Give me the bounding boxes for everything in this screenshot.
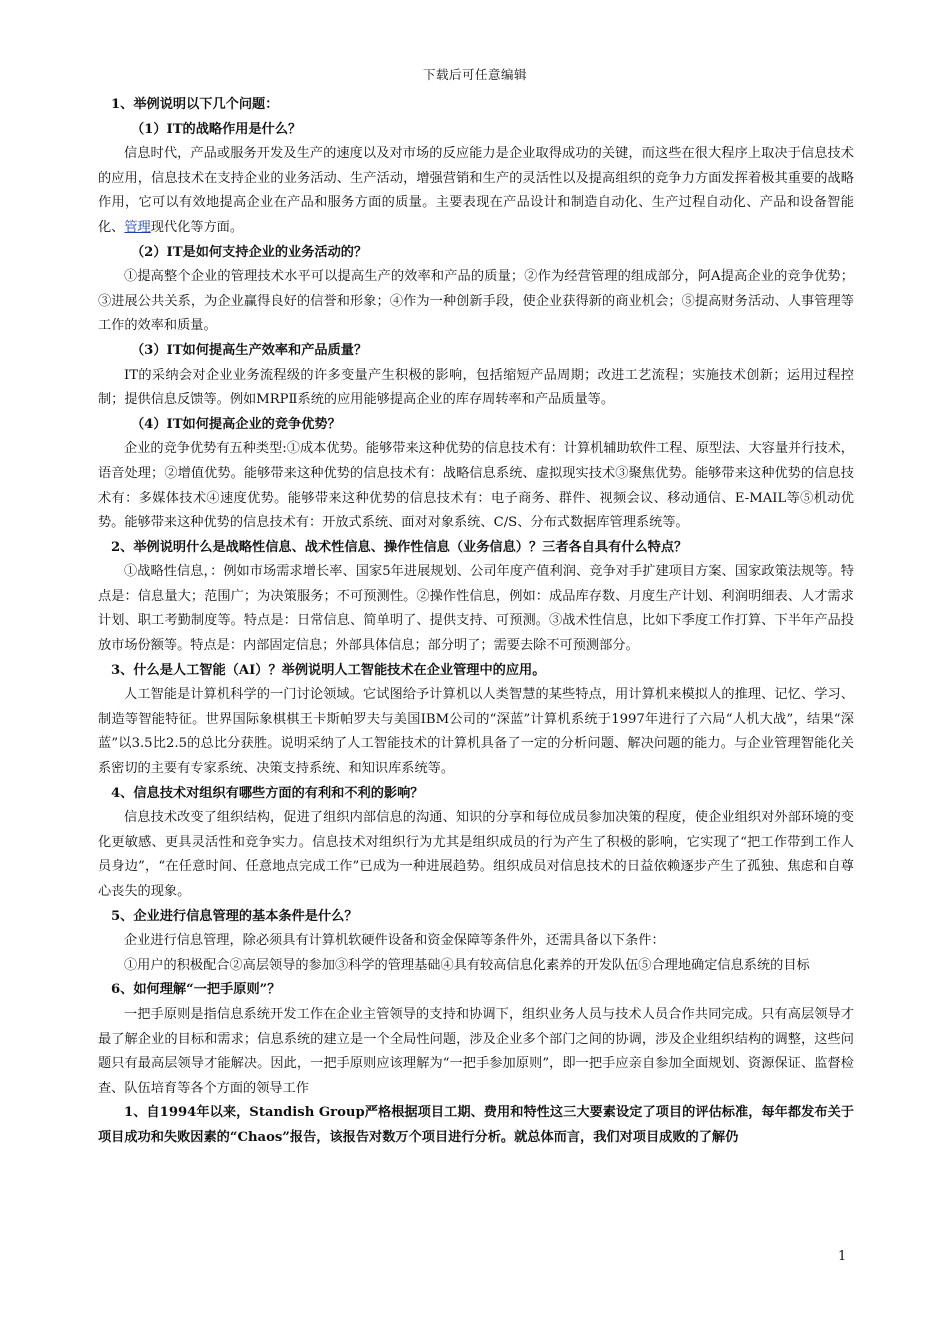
answer-paragraph: ①战略性信息，：例如市场需求增长率、国家5年进展规划、公司年度产值利润、竞争对手扩建项目方案、国家政策法规等。特点是：信息量大；范围广；为决策服务；不可预测性。②操作性信息，例如：成品库存数、月度生产计划、利润明细表、人才需求计划、职工考勤制度等。特点是：日常信息、简单明了、提供支持、可预测。③战术性信息，比如下季度工作打算、下半年产品投放市场份额等。特点是：内部固定信息；外部具体信息；部分明了；需要去除不可预测部分。 xyxy=(98,564,854,654)
sub-question-heading: （1）IT的战略作用是什么？ xyxy=(131,121,302,137)
question-heading: 6、如何理解“一把手原则”？ xyxy=(111,982,281,998)
sub-question-heading: （2）IT是如何支持企业的业务活动的？ xyxy=(131,244,368,260)
question-heading: 5、企业进行信息管理的基本条件是什么？ xyxy=(111,908,358,924)
question-heading: 4、信息技术对组织有哪些方面的有利和不利的影响？ xyxy=(111,785,424,801)
answer-paragraph: ①提高整个企业的管理技术水平可以提高生产的效率和产品的质量；②作为经营管理的组成部分，阿A提高企业的竞争优势；③进展公共关系，为企业赢得良好的信誉和形象；④作为一种创新手段，使企业获得新的商业机会；⑤提高财务活动、人事管理等工作的效率和质量。 xyxy=(98,269,854,334)
page-header: 下载后可任意编辑 xyxy=(422,67,527,82)
sub-question-heading: （3）IT如何提高生产效率和产品质量？ xyxy=(131,342,368,358)
answer-paragraph: 信息技术改变了组织结构，促进了组织内部信息的沟通、知识的分享和每位成员参加决策的程度，使企业组织对外部环境的变化更敏感、更具灵活性和竞争实力。信息技术对组织行为尤其是组织成员的行为产生了积极的影响，它实现了“把工作带到工作人员身边”，“在任意时间、任意地点完成工作”已成为一种进展趋势。组织成员对信息技术的日益依赖逐步产生了孤独、焦虑和自尊心丧失的现象。 xyxy=(98,810,854,899)
question-heading: 2、举例说明什么是战略性信息、战术性信息、操作性信息（业务信息）？三者各自具有什么特点？ xyxy=(111,539,688,555)
answer-paragraph: 企业的竞争优势有五种类型:①成本优势。能够带来这种优势的信息技术有：计算机辅助软件工程、原型法、大容量并行技术，语音处理；②增值优势。能够带来这种优势的信息技术有：战略信息系统、虚拟现实技术③聚焦优势。能够带来这种优势的信息技术有：多媒体技术④速度优势。能够带来这种优势的信息技术有：电子商务、群件、视频会议、移动通信、E-MAIL等⑤机动优势。能够带来这种优势的信息技术有：开放式系统、面对对象系统、C/S、分布式数据库管理系统等。 xyxy=(98,441,854,531)
page-number: 1 xyxy=(838,1249,847,1264)
question-heading: 3、什么是人工智能（AI）？举例说明人工智能技术在企业管理中的应用。 xyxy=(111,662,546,678)
answer-paragraph: 企业进行信息管理，除必须具有计算机软硬件设备和资金保障等条件外，还需具备以下条件： xyxy=(124,933,665,949)
bold-paragraph: 1、自1994年以来，Standish Group严格根据项目工期、费用和特性这三大要素设定了项目的评估标准，每年都发布关于项目成功和失败因素的“Chaos”报告，该报告对数万个项目进行分析。就总体而言，我们对项目成败的了解仍 xyxy=(98,1105,854,1145)
answer-text: 信息时代，产品或服务开发及生产的速度以及对市场的反应能力是企业取得成功的关键，而这些在很大程序上取决于信息技术的应用，信息技术在支持企业的业务活动、生产活动，增强营销和生产的灵活性以及提高组织的竞争力方面发挥着极其重要的战略作用，它可以有效地提高企业在产品和服务方面的质量。主要表现在产品设计和制造自动化、生产过程自动化、产品和设备智能化、 xyxy=(98,146,854,235)
answer-paragraph: 人工智能是计算机科学的一门讨论领域。它试图给予计算机以人类智慧的某些特点，用计算机来模拟人的推理、记忆、学习、制造等智能特征。世界国际象棋棋王卡斯帕罗夫与美国IBM公司的“深蓝”计算机系统于1997年进行了六局“人机大战”，结果“深蓝”以3.5比2.5的总比分获胜。说明采纳了人工智能技术的计算机具备了一定的分析问题、解决问题的能力。与企业管理智能化关系密切的主要有专家系统、决策支持系统、和知识库系统等。 xyxy=(98,687,854,777)
answer-paragraph xyxy=(98,142,854,240)
answer-paragraph: ①用户的积极配合②高层领导的参加③科学的管理基础④具有较高信息化素养的开发队伍⑤合理地确定信息系统的目标 xyxy=(124,957,810,973)
answer-paragraph: IT的采纳会对企业业务流程级的许多变量产生积极的影响，包括缩短产品周期；改进工艺流程；实施技术创新；运用过程控制；提供信息反馈等。例如MRPⅡ系统的应用能够提高企业的库存周转率和产品质量等。 xyxy=(98,367,854,408)
document-body xyxy=(98,93,854,1151)
question-heading: 1、举例说明以下几个问题： xyxy=(111,97,279,112)
answer-paragraph: 一把手原则是指信息系统开发工作在企业主管领导的支持和协调下，组织业务人员与技术人员合作共同完成。只有高层领导才最了解企业的目标和需求；信息系统的建立是一个全局性问题，涉及企业多个部门之间的协调，涉及企业组织结构的调整，这些问题只有最高层领导才能解决。因此，一把手原则应该理解为“一把手参加原则”，即一把手应亲自参加全面规划、资源保证、监督检查、队伍培育等各个方面的领导工作 xyxy=(98,1006,854,1096)
answer-text: 现代化等方面。 xyxy=(150,219,244,235)
management-link[interactable]: 管理 xyxy=(124,219,151,235)
sub-question-heading: （4）IT如何提高企业的竞争优势？ xyxy=(131,416,341,432)
